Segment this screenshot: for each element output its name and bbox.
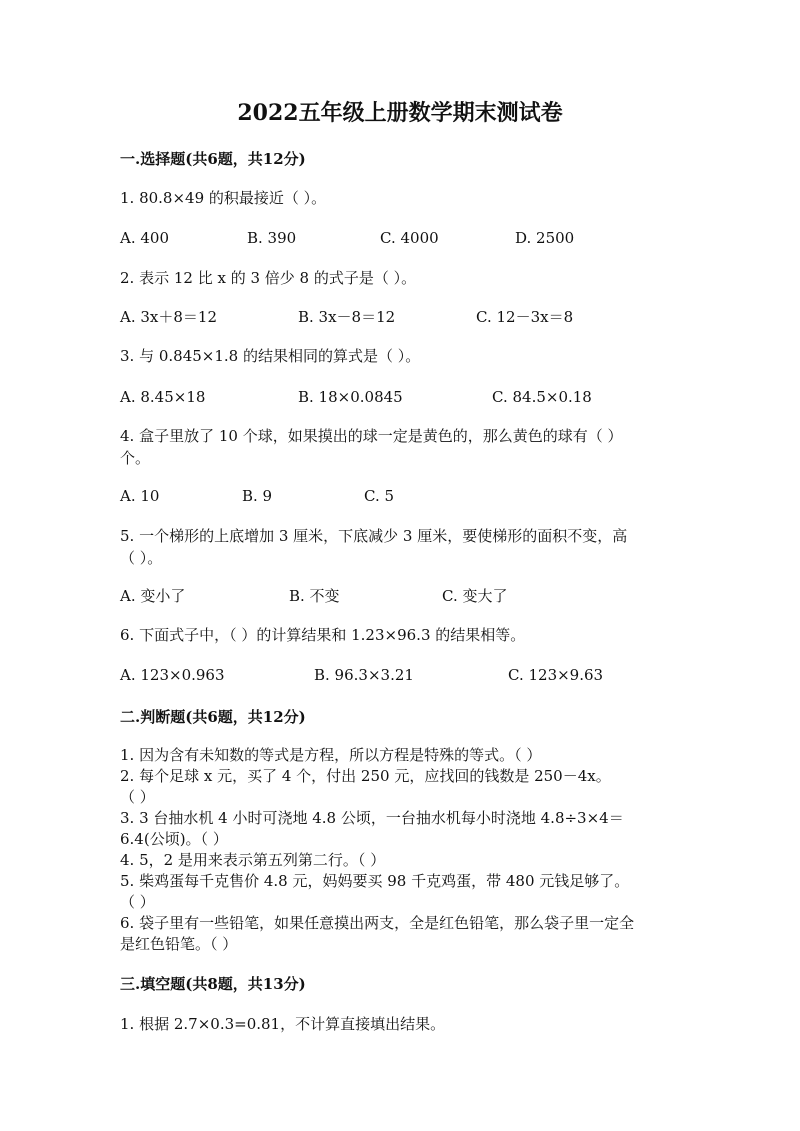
question-text: 3. 与 0.845×1.8 的结果相同的算式是（ ）。	[120, 347, 421, 365]
option-b: B. 不变	[289, 587, 340, 605]
option-a: A. 123×0.963	[120, 666, 225, 684]
question-text: 1. 80.8×49 的积最接近（ ）。	[120, 189, 327, 207]
option-c: C. 12－3x＝8	[476, 308, 574, 326]
option-c: C. 5	[364, 487, 395, 505]
option-a: A. 8.45×18	[120, 388, 206, 406]
judgement-line: 3. 3 台抽水机 4 小时可浇地 4.8 公顷，一台抽水机每小时浇地 4.8÷3×4＝	[120, 809, 624, 827]
section-heading-judgement: 二.判断题(共6题，共12分)	[120, 708, 306, 726]
option-b: B. 96.3×3.21	[314, 666, 414, 684]
judgement-line: 1. 因为含有未知数的等式是方程，所以方程是特殊的等式。（ ）	[120, 746, 542, 764]
judgement-line: 是红色铅笔。（ ）	[120, 935, 238, 953]
option-a: A. 10	[120, 487, 160, 505]
option-a: A. 3x＋8＝12	[120, 308, 218, 326]
option-b: B. 18×0.0845	[298, 388, 403, 406]
question-text: 1. 根据 2.7×0.3=0.81，不计算直接填出结果。	[120, 1015, 446, 1033]
option-b: B. 3x－8＝12	[298, 308, 396, 326]
question-text: 2. 表示 12 比 x 的 3 倍少 8 的式子是（ ）。	[120, 269, 417, 287]
judgement-line: 6.4(公顷)。（ ）	[120, 830, 228, 848]
option-c: C. 变大了	[442, 587, 508, 605]
option-c: C. 4000	[380, 229, 439, 247]
judgement-line: 4. 5，2 是用来表示第五列第二行。（ ）	[120, 851, 386, 869]
question-text-continued: （ ）。	[120, 549, 163, 567]
option-a: A. 400	[120, 229, 169, 247]
judgement-line: 6. 袋子里有一些铅笔，如果任意摸出两支，全是红色铅笔，那么袋子里一定全	[120, 914, 635, 932]
question-text: 4. 盒子里放了 10 个球，如果摸出的球一定是黄色的，那么黄色的球有（ ）	[120, 427, 623, 445]
judgement-line: 5. 柴鸡蛋每千克售价 4.8 元，妈妈要买 98 千克鸡蛋，带 480 元钱足够了。	[120, 872, 630, 890]
option-c: C. 123×9.63	[508, 666, 604, 684]
section-heading-choice: 一.选择题(共6题，共12分)	[120, 150, 306, 168]
question-text-continued: 个。	[120, 449, 151, 467]
question-text: 6. 下面式子中，（ ）的计算结果和 1.23×96.3 的结果相等。	[120, 626, 526, 644]
option-a: A. 变小了	[120, 587, 186, 605]
option-b: B. 390	[247, 229, 297, 247]
section-heading-fill: 三.填空题(共8题，共13分)	[120, 975, 306, 993]
option-b: B. 9	[242, 487, 273, 505]
option-c: C. 84.5×0.18	[492, 388, 592, 406]
judgement-line: （ ）	[120, 893, 155, 911]
question-text: 5. 一个梯形的上底增加 3 厘米，下底减少 3 厘米，要使梯形的面积不变，高	[120, 527, 628, 545]
option-d: D. 2500	[515, 229, 575, 247]
judgement-line: （ ）	[120, 788, 155, 806]
page-title: 2022五年级上册数学期末测试卷	[237, 100, 563, 126]
judgement-line: 2. 每个足球 x 元，买了 4 个，付出 250 元，应找回的钱数是 250－4x。	[120, 767, 611, 785]
